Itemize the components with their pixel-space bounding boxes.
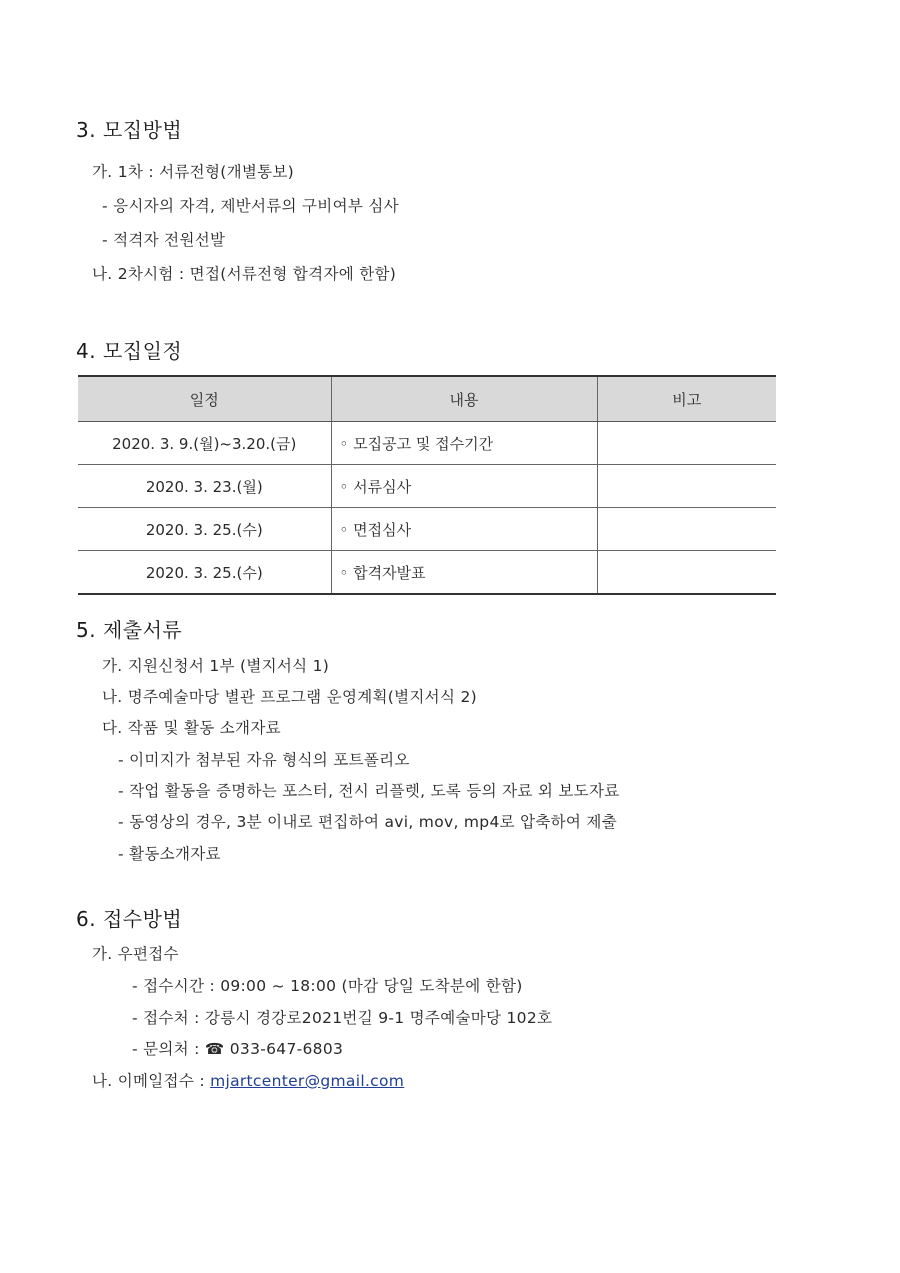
s3-line-4: 나. 2차시험 : 면접(서류전형 합격자에 한함) (92, 265, 397, 283)
s5-line-3: 다. 작품 및 활동 소개자료 (102, 719, 281, 737)
s5-line-4: - 이미지가 첨부된 자유 형식의 포트폴리오 (118, 751, 410, 769)
row-content: ◦ 합격자발표 (331, 551, 597, 595)
s5-line-2: 나. 명주예술마당 별관 프로그램 운영계획(별지서식 2) (102, 688, 477, 706)
table-row (78, 508, 776, 551)
header-note: 비고 (597, 376, 776, 422)
section-6-title: 6. 접수방법 (76, 907, 183, 931)
table-row (78, 422, 776, 465)
row-date: 2020. 3. 25.(수) (78, 551, 331, 595)
s6-line-5 (92, 1069, 404, 1091)
s6-line-3: - 접수처 : 강릉시 경강로2021번길 9-1 명주예술마당 102호 (132, 1009, 553, 1027)
email-link[interactable]: mjartcenter@gmail.com (210, 1072, 405, 1090)
row-content: ◦ 면접심사 (331, 508, 597, 551)
phone-number: 033-647-6803 (224, 1040, 344, 1058)
s5-line-7: - 활동소개자료 (118, 845, 221, 863)
section-4-title: 4. 모집일정 (76, 339, 183, 363)
contact-label: - 문의처 : (132, 1040, 205, 1058)
table-row (78, 551, 776, 595)
row-note (597, 465, 776, 508)
row-content: ◦ 모집공고 및 접수기간 (331, 422, 597, 465)
header-date: 일정 (78, 376, 331, 422)
row-date: 2020. 3. 23.(월) (78, 465, 331, 508)
row-date: 2020. 3. 25.(수) (78, 508, 331, 551)
row-note (597, 551, 776, 595)
schedule-table (78, 375, 776, 595)
phone-icon: ☎ (204, 1040, 225, 1058)
s6-line-2: - 접수시간 : 09:00 ~ 18:00 (마감 당일 도착분에 한함) (132, 977, 523, 995)
s5-line-5: - 작업 활동을 증명하는 포스터, 전시 리플렛, 도록 등의 자료 외 보도자료 (118, 782, 620, 800)
s3-line-2: - 응시자의 자격, 제반서류의 구비여부 심사 (102, 197, 399, 215)
email-label: 나. 이메일접수 : (92, 1072, 211, 1090)
row-note (597, 422, 776, 465)
table-row (78, 465, 776, 508)
header-content: 내용 (331, 376, 597, 422)
s3-line-1: 가. 1차 : 서류전형(개별통보) (92, 163, 295, 181)
section-3-title: 3. 모집방법 (76, 118, 183, 142)
row-note (597, 508, 776, 551)
row-date: 2020. 3. 9.(월)~3.20.(금) (78, 422, 331, 465)
s3-line-3: - 적격자 전원선발 (102, 231, 226, 249)
row-content: ◦ 서류심사 (331, 465, 597, 508)
s5-line-1: 가. 지원신청서 1부 (별지서식 1) (102, 657, 330, 675)
schedule-header-row (78, 376, 776, 422)
s6-line-4 (132, 1037, 343, 1059)
section-5-title: 5. 제출서류 (76, 618, 183, 642)
s5-line-6: - 동영상의 경우, 3분 이내로 편집하여 avi, mov, mp4로 압축하여 제출 (118, 813, 617, 831)
s6-line-1: 가. 우편접수 (92, 945, 179, 963)
